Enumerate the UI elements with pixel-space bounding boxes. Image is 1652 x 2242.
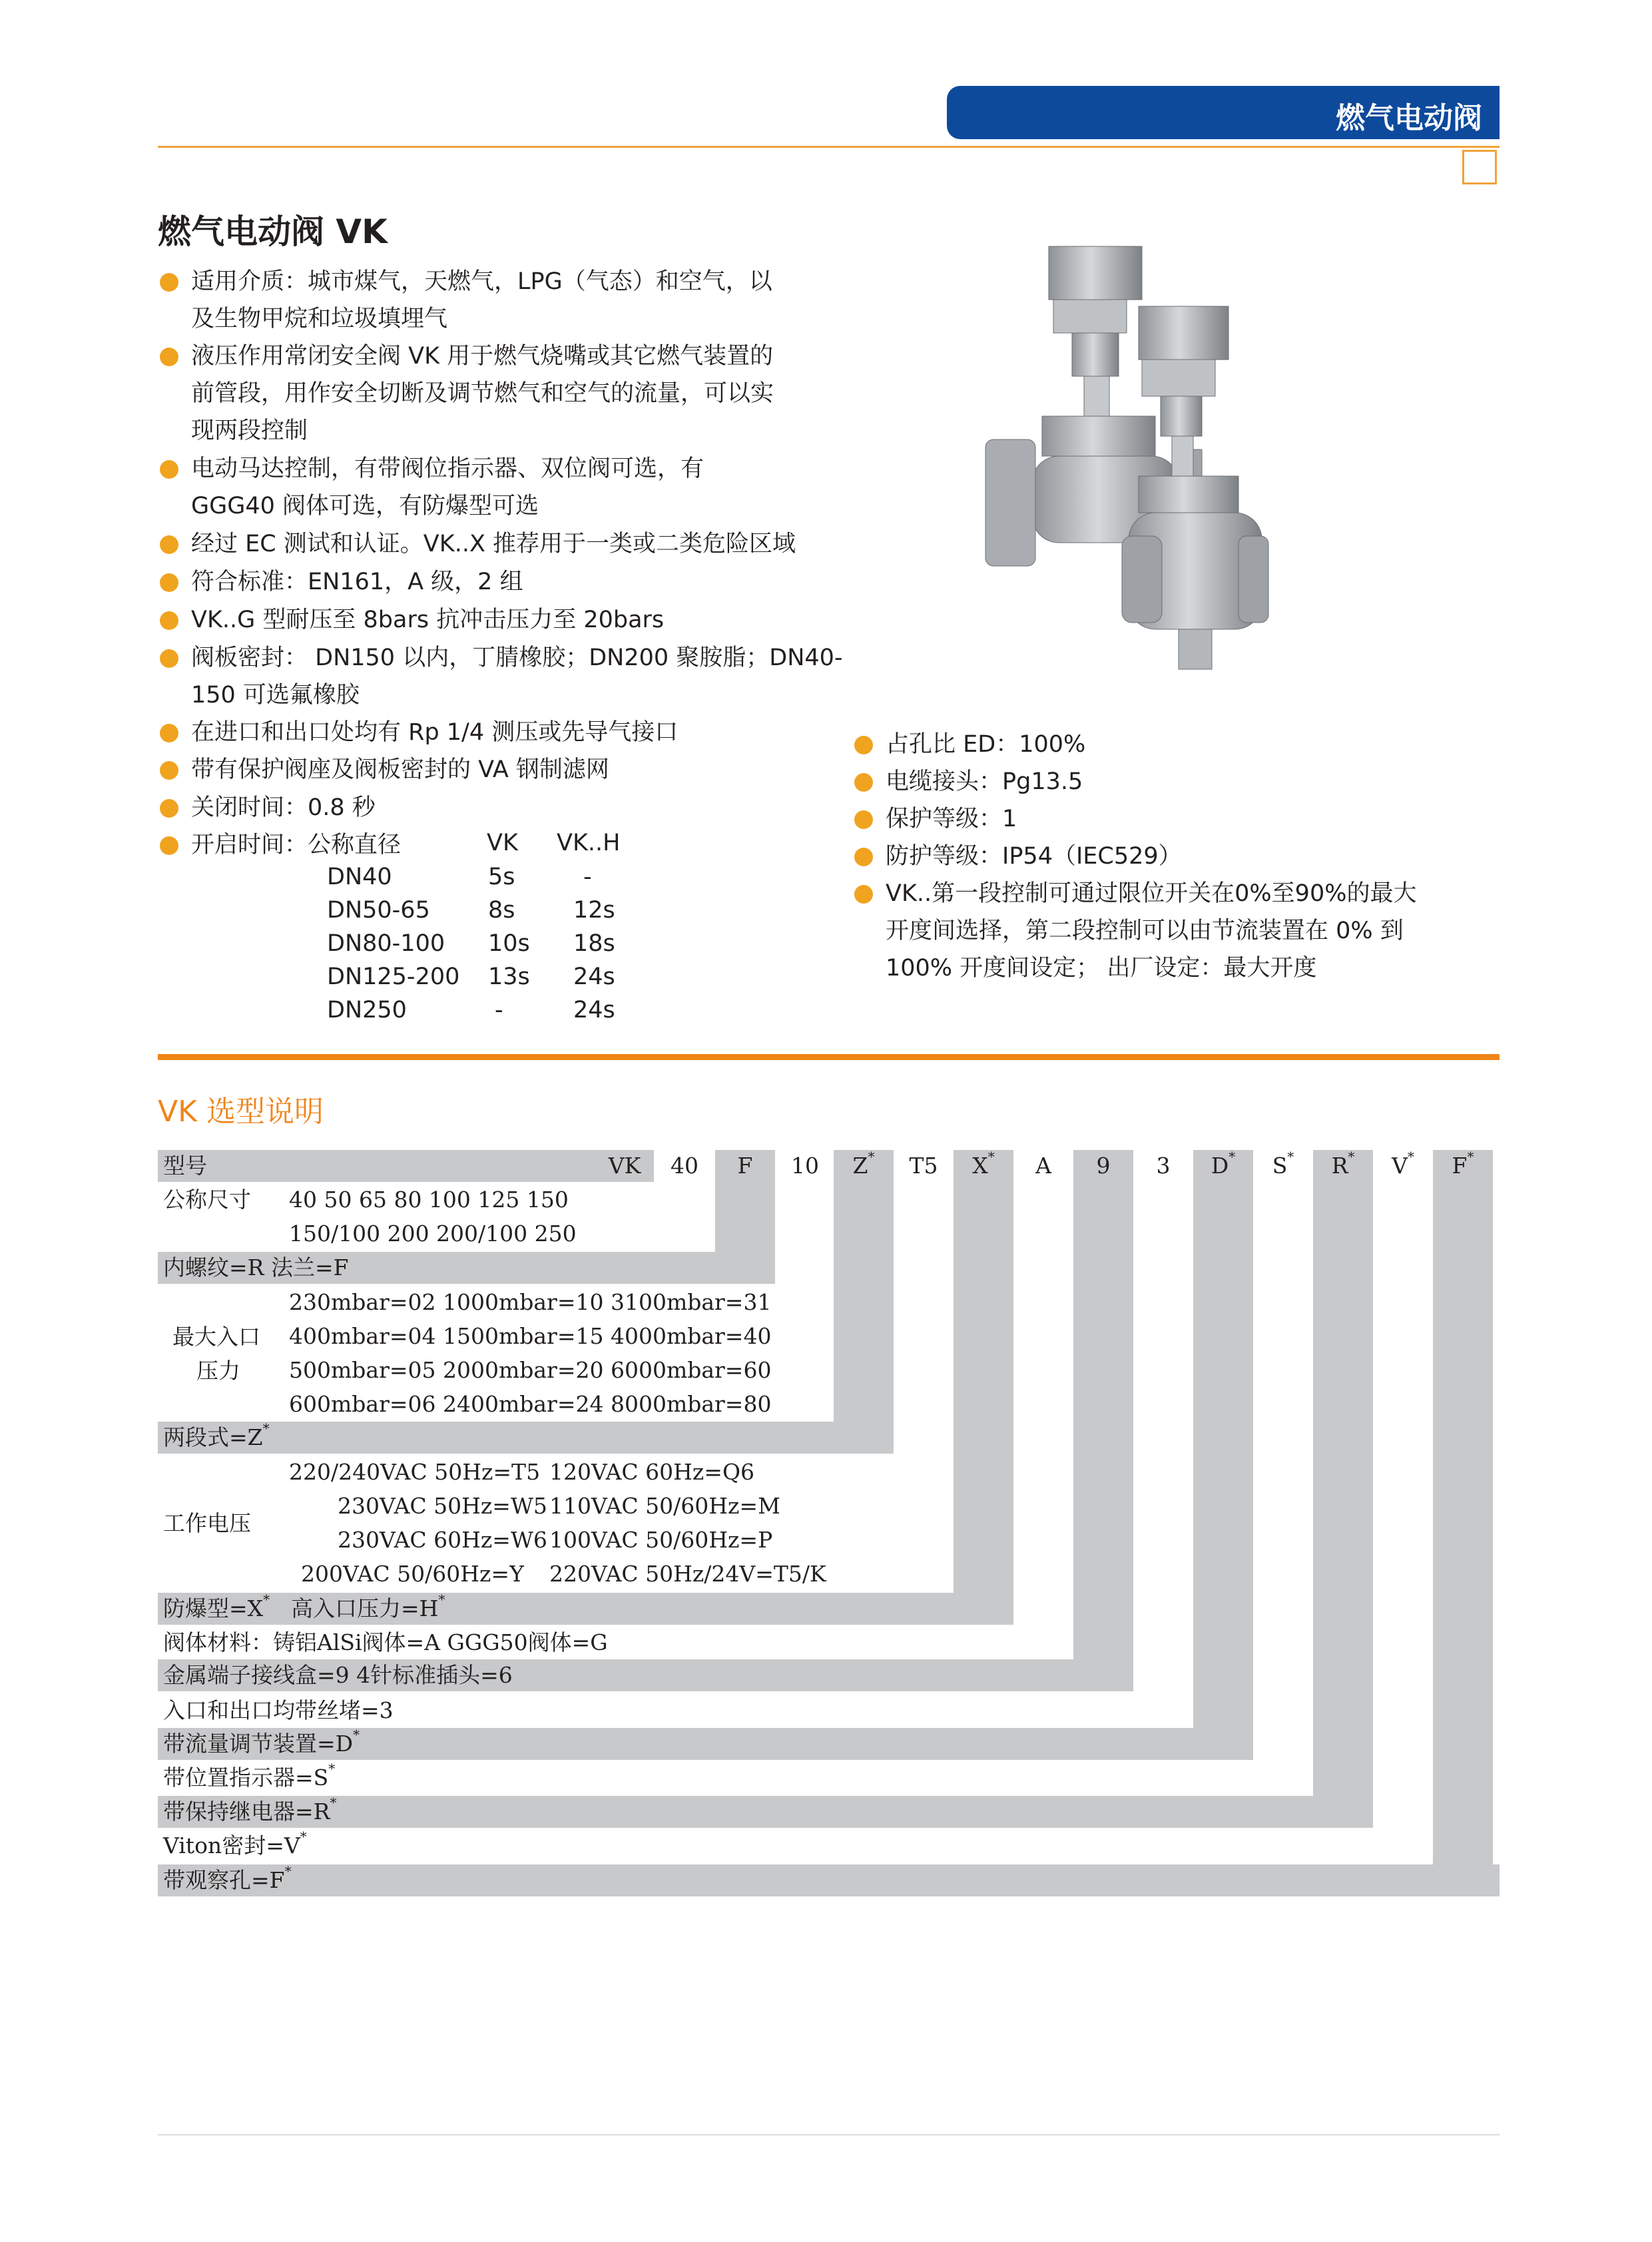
- feature-item: 现两段控制: [191, 418, 308, 444]
- high-inlet-pressure-option: 高入口压力=H*: [291, 1591, 445, 1621]
- feature-item: 电动马达控制，有带阀位指示器、双位阀可选，有: [191, 450, 704, 487]
- col-R: [1313, 1150, 1373, 1828]
- section-tab: [947, 86, 1500, 139]
- feature-item: VK..第一段控制可通过限位开关在0%至90%的最大: [886, 875, 1416, 912]
- code-D: D*: [1211, 1149, 1236, 1179]
- col-X: [954, 1150, 1013, 1625]
- code-V: V*: [1392, 1149, 1414, 1179]
- explosion-proof-option: 防爆型=X*: [163, 1591, 270, 1621]
- feature-item: 保护等级：1: [886, 800, 1017, 838]
- col-9: [1073, 1150, 1133, 1691]
- bullet-dot-icon: [160, 535, 178, 554]
- two-stage-option: 两段式=Z*: [163, 1420, 270, 1450]
- bullet-dot-icon: [854, 773, 873, 792]
- feature-item: 适用介质：城市煤气，天燃气，LPG（气态）和空气，以: [191, 263, 772, 300]
- bullet-dot-icon: [160, 273, 178, 292]
- relay-option: 带保持继电器=R*: [163, 1795, 337, 1824]
- feature-item: 经过 EC 测试和认证。VK..X 推荐用于一类或二类危险区域: [191, 525, 796, 563]
- feature-item: 开启时间：公称直径: [191, 826, 401, 864]
- feature-item: 占孔比 ED：100%: [886, 726, 1085, 763]
- sight-glass-option: 带观察孔=F*: [163, 1863, 292, 1893]
- plugs-option: 入口和出口均带丝堵=3: [163, 1697, 394, 1723]
- bullet-dot-icon: [160, 611, 178, 630]
- pressure-line: 230mbar=02 1000mbar=10 3100mbar=31: [289, 1289, 772, 1315]
- bullet-dot-icon: [160, 836, 178, 855]
- band-model: [158, 1150, 654, 1182]
- bullet-dot-icon: [854, 736, 873, 754]
- feature-item: 阀板密封： DN150 以内，丁腈橡胶；DN200 聚胺脂；DN40-: [191, 639, 843, 677]
- voltage-option: 200VAC 50/60Hz=Y: [301, 1561, 524, 1587]
- feature-item: 100% 开度间设定； 出厂设定：最大开度: [886, 955, 1317, 981]
- code-S: S*: [1272, 1149, 1294, 1179]
- max-pressure-label: 最大入口: [172, 1324, 260, 1350]
- code-A: A: [1035, 1153, 1051, 1179]
- header-corner-box: [1462, 150, 1497, 184]
- connection-option: 内螺纹=R 法兰=F: [163, 1255, 349, 1280]
- voltage-option: 220/240VAC 50Hz=T5: [289, 1459, 541, 1485]
- max-pressure-label: 压力: [196, 1358, 240, 1384]
- bullet-dot-icon: [160, 761, 178, 780]
- voltage-option: 120VAC 60Hz=Q6: [549, 1459, 755, 1485]
- feature-item: 液压作用常闭安全阀 VK 用于燃气烧嘴或其它燃气装置的: [191, 338, 773, 375]
- feature-item: GGG40 阀体可选，有防爆型可选: [191, 493, 539, 519]
- bullet-dot-icon: [854, 885, 873, 904]
- table-cell: 24s: [573, 964, 615, 990]
- band-relay: [158, 1796, 1370, 1828]
- table-header: VK: [487, 830, 518, 856]
- code-Z: Z*: [852, 1149, 875, 1179]
- feature-item: 防护等级：IP54（IEC529）: [886, 838, 1182, 875]
- feature-item: 关闭时间：0.8 秒: [191, 789, 376, 826]
- voltage-option: 220VAC 50Hz/24V=T5/K: [549, 1561, 826, 1587]
- body-material-option: 阀体材料：铸铝AlSi阀体=A GGG50阀体=G: [163, 1629, 608, 1655]
- code-9: 9: [1096, 1153, 1111, 1179]
- table-cell: DN80-100: [327, 930, 445, 957]
- pressure-line: 400mbar=04 1500mbar=15 4000mbar=40: [289, 1323, 772, 1349]
- table-cell: DN50-65: [327, 897, 430, 924]
- code-F2: F*: [1452, 1149, 1474, 1179]
- table-cell: 10s: [488, 930, 530, 957]
- col-Z: [834, 1150, 894, 1454]
- voltage-option: 230VAC 50Hz=W5: [338, 1493, 547, 1519]
- feature-item: VK..G 型耐压至 8bars 抗冲击压力至 20bars: [191, 601, 664, 639]
- code-10: 10: [791, 1153, 819, 1179]
- bullet-dot-icon: [854, 810, 873, 829]
- code-R: R*: [1331, 1149, 1355, 1179]
- bullet-dot-icon: [160, 348, 178, 366]
- voltage-label: 工作电压: [163, 1510, 251, 1536]
- pressure-line: 500mbar=05 2000mbar=20 6000mbar=60: [289, 1357, 772, 1383]
- table-cell: 8s: [488, 897, 515, 924]
- nominal-size-line: 40 50 65 80 100 125 150: [289, 1187, 569, 1213]
- terminal-option: 金属端子接线盒=9 4针标准插头=6: [163, 1662, 513, 1688]
- bullet-dot-icon: [160, 799, 178, 818]
- table-cell: 5s: [488, 864, 515, 890]
- section-tab-label: 燃气电动阀: [1336, 101, 1482, 135]
- table-cell: 13s: [488, 964, 530, 990]
- voltage-option: 100VAC 50/60Hz=P: [549, 1527, 773, 1553]
- code-VK: VK: [608, 1153, 641, 1179]
- feature-item: 符合标准：EN161，A 级，2 组: [191, 563, 523, 601]
- viton-option: Viton密封=V*: [163, 1828, 307, 1858]
- footer-divider: [158, 2134, 1500, 2135]
- header-divider: [158, 146, 1500, 148]
- feature-item: 电缆接头：Pg13.5: [886, 763, 1083, 800]
- selection-title: VK 选型说明: [158, 1095, 324, 1129]
- table-cell: DN40: [327, 864, 392, 890]
- table-cell: 18s: [573, 930, 615, 957]
- band-sight-glass: [158, 1864, 1500, 1896]
- feature-item: 开度间选择，第二段控制可以由节流装置在 0% 到: [886, 918, 1404, 944]
- bullet-dot-icon: [160, 649, 178, 668]
- bullet-dot-icon: [854, 848, 873, 866]
- valve-product-photo: [972, 243, 1278, 696]
- table-cell: 12s: [573, 897, 615, 924]
- code-40: 40: [671, 1153, 698, 1179]
- feature-item: 前管段，用作安全切断及调节燃气和空气的流量，可以实: [191, 380, 774, 407]
- bullet-dot-icon: [160, 573, 178, 592]
- feature-item: 在进口和出口处均有 Rp 1/4 测压或先导气接口: [191, 714, 678, 751]
- code-X: X*: [972, 1149, 995, 1179]
- nominal-size-line: 150/100 200 200/100 250: [289, 1221, 577, 1247]
- section-divider: [158, 1054, 1500, 1060]
- position-indicator-option: 带位置指示器=S*: [163, 1761, 336, 1791]
- col-D: [1193, 1150, 1253, 1760]
- code-T5: T5: [909, 1153, 938, 1179]
- table-cell: DN250: [327, 997, 407, 1023]
- code-3: 3: [1156, 1153, 1171, 1179]
- table-cell: 24s: [573, 997, 615, 1023]
- feature-item: 及生物甲烷和垃圾填埋气: [191, 306, 448, 332]
- model-label: 型号: [163, 1153, 207, 1179]
- band-explosion: [158, 1593, 1011, 1625]
- feature-item: 带有保护阀座及阀板密封的 VA 钢制滤网: [191, 751, 609, 788]
- voltage-option: 110VAC 50/60Hz=M: [549, 1493, 780, 1519]
- table-cell: -: [583, 864, 592, 890]
- feature-item: 150 可选氟橡胶: [191, 682, 360, 708]
- bullet-dot-icon: [160, 460, 178, 479]
- col-F2: [1433, 1150, 1493, 1896]
- product-title: 燃气电动阀 VK: [158, 212, 388, 251]
- flow-adjust-option: 带流量调节装置=D*: [163, 1727, 360, 1757]
- pressure-line: 600mbar=06 2400mbar=24 8000mbar=80: [289, 1391, 772, 1417]
- bullet-dot-icon: [160, 724, 178, 742]
- code-F: F: [737, 1153, 753, 1179]
- table-header: VK..H: [557, 830, 621, 856]
- nominal-size-label: 公称尺寸: [163, 1187, 251, 1213]
- voltage-option: 230VAC 60Hz=W6: [338, 1527, 547, 1553]
- table-cell: DN125-200: [327, 964, 460, 990]
- table-cell: -: [495, 997, 503, 1023]
